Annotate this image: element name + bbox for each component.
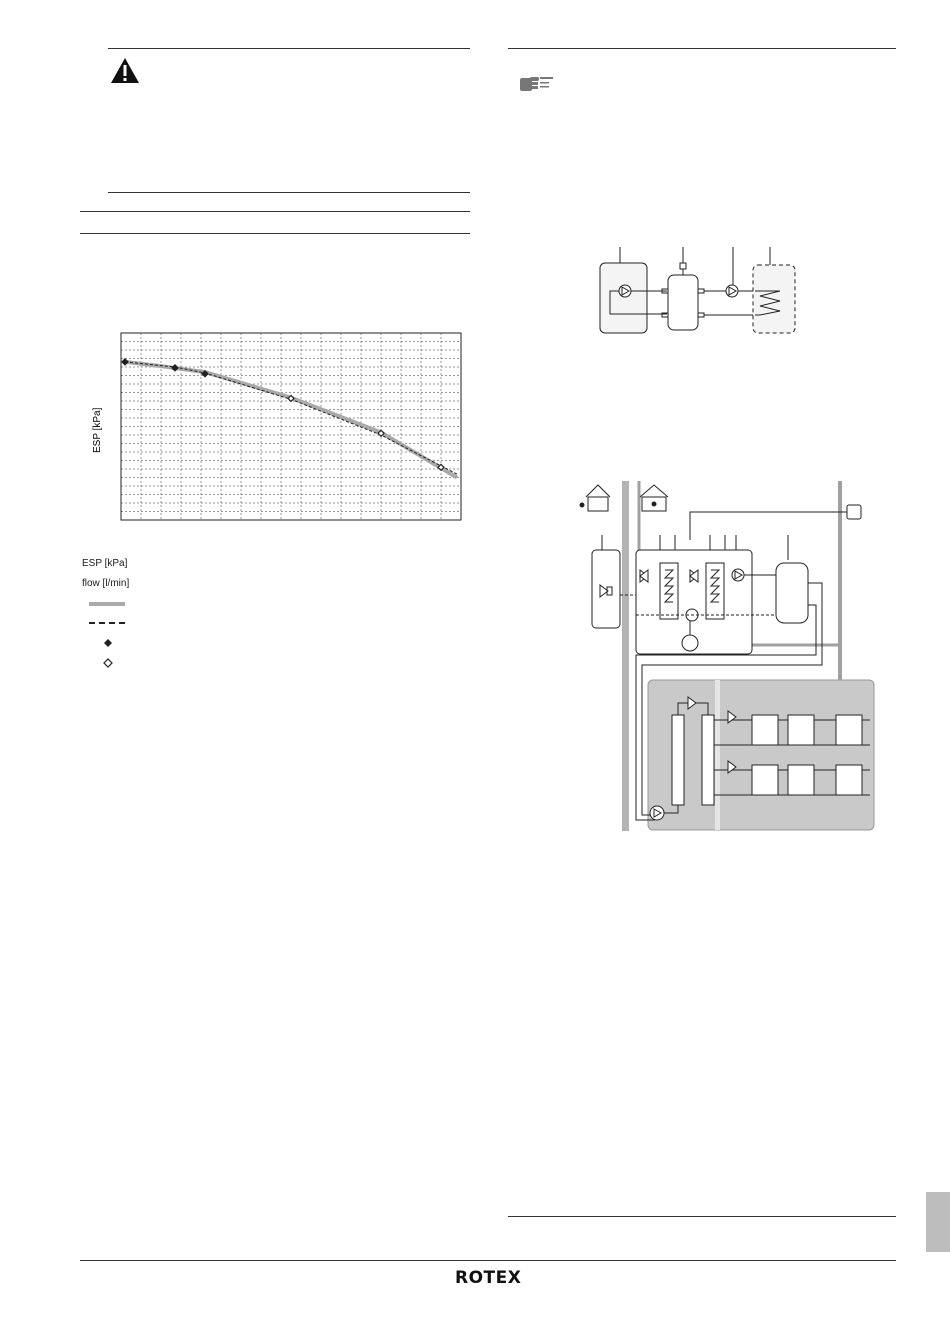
legend-row-esp: ESP [kPa] <box>82 558 128 569</box>
warning-top-rule <box>108 48 470 49</box>
series-line-1 <box>125 362 457 478</box>
legend-swatch-solid <box>89 602 125 606</box>
house-outdoor-icon <box>580 485 610 511</box>
section-rule-2 <box>80 233 470 234</box>
note-top-rule <box>508 48 896 49</box>
note-bottom-rule <box>508 1216 896 1217</box>
pointing-hand-icon <box>518 72 554 94</box>
legend-swatch-dashed <box>89 622 125 624</box>
y-axis-label: ESP [kPa] <box>92 407 103 453</box>
system-diagram <box>570 475 880 835</box>
brand-logo: ROTEX <box>455 1268 522 1288</box>
esp-chart <box>88 325 473 525</box>
side-tab <box>926 1192 950 1252</box>
warning-bottom-rule <box>108 192 470 193</box>
buffer-tank-diagram <box>590 245 805 340</box>
section-rule-1 <box>80 211 470 212</box>
legend-marker-filled <box>103 638 113 648</box>
legend-row-flow: flow [l/min] <box>82 578 130 589</box>
chart-grid <box>121 333 461 520</box>
footer-rule <box>80 1260 896 1261</box>
house-indoor-icon <box>640 485 668 511</box>
legend-marker-open <box>103 658 113 668</box>
warning-icon <box>110 57 140 84</box>
